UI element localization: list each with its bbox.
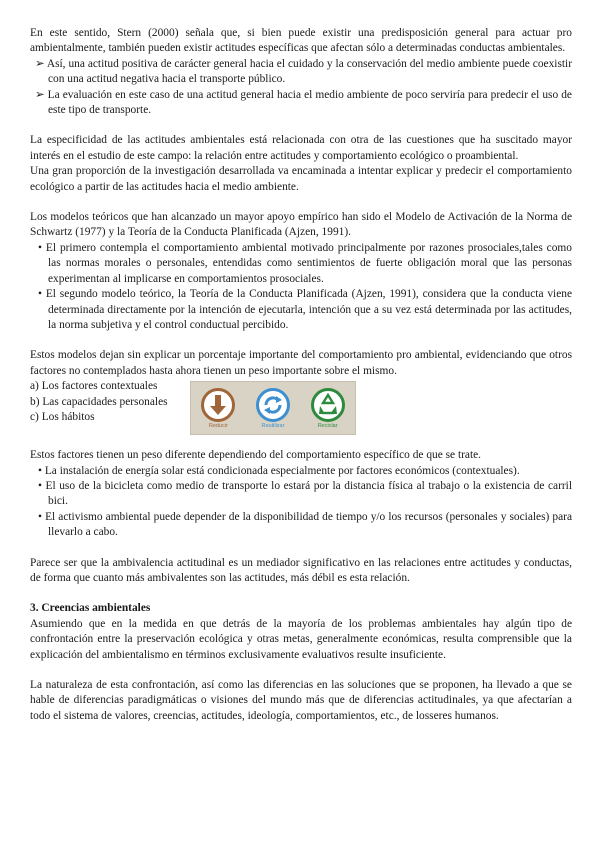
- factor-item-personal: b) Las capacidades personales: [30, 395, 168, 408]
- paragraph-specificity: La especificidad de las actitudes ambientales está relacionada con otra de las cuestiones que ha suscitado mayor interés en el estudio de este campo: la relación entre actitudes y comportamiento ecológico o proambiental.: [30, 134, 572, 162]
- list-item-first-model: • El primero contempla el comportamiento ambiental motivado principalmente por razones prosociales,tales como las normas morales o personales, entendidas como sentimientos de fuerte obligación moral que las personas experimentan al implicarse en comportamientos prosociales.: [38, 241, 572, 285]
- recycle-item: [304, 388, 352, 429]
- arrow-item-transport-attitude: ➢ Así, una actitud positiva de carácter general hacia el cuidado y la conservación del medio ambiente puede coexistir con una actitud negativa hacia el transporte público.: [35, 57, 572, 86]
- paragraph-ambivalence: Parece ser que la ambivalencia actitudinal es un mediador significativo en las relaciones entre actitudes y conductas, de forma que cuanto más ambivalentes son las actitudes, más débil es esta relación.: [30, 556, 572, 584]
- recycle-label: Reciclar: [317, 422, 338, 429]
- reduce-label: Reducir: [208, 422, 228, 429]
- document-page: [30, 26, 572, 724]
- list-item-activism: • El activismo ambiental puede depender de la disponibilidad de tiempo y/o los recursos (personales y sociales) para llevarlo a cabo.: [38, 510, 572, 539]
- section-heading: 3. Creencias ambientales: [30, 602, 151, 615]
- reuse-label: Reutilizar: [261, 422, 285, 429]
- arrow-item-evaluation: ➢ La evaluación en este caso de una actitud general hacia el medio ambiente de poco serviría para predecir el uso de este tipo de transporte.: [35, 88, 572, 117]
- recycle-image: [190, 381, 356, 435]
- paragraph-different-weight: Estos factores tienen un peso diferente dependiendo del comportamiento específico de que se trate.: [30, 449, 482, 462]
- factors-block: [30, 379, 572, 433]
- reduce-item: [194, 388, 242, 429]
- reuse-cycle-icon: [256, 388, 290, 422]
- factors-list: [30, 379, 168, 425]
- paragraph-paradigms: La naturaleza de esta confrontación, así como las diferencias en las soluciones que se proponen, ha llevado a que se hable de diferencias paradigmáticas o visiones del mundo más que de diferencias actitudinales, ya que afectarían a todo el sistema de valores, creencias, actitudes, ideología, comportamientos, etc., de losseres humanos.: [30, 679, 572, 722]
- list-item-second-model: • El segundo modelo teórico, la Teoría de la Conducta Planificada (Ajzen, 1991), considera que la conducta viene determinada directamente por la intención de ejecutarla, intención que a su vez está determinada por las actitudes, la norma subjetiva y el control conductual percibido.: [38, 288, 572, 331]
- recycle-symbol-icon: [311, 388, 345, 422]
- reuse-item: [249, 388, 297, 429]
- factor-item-habits: c) Los hábitos: [30, 410, 95, 423]
- paragraph-unexplained: Estos modelos dejan sin explicar un porcentaje importante del comportamiento pro ambiental, evidenciando que otros factores no contemplados hasta ahora tienen un peso importante sobre el mismo.: [30, 349, 572, 377]
- factor-item-contextual: a) Los factores contextuales: [30, 380, 158, 393]
- paragraph-research: Una gran proporción de la investigación desarrollada va encaminada a intentar explicar y predecir el comportamiento ecológico a partir de las actitudes hacia el medio ambiente.: [30, 165, 572, 193]
- list-item-solar: • La instalación de energía solar está condicionada especialmente por factores económicos (contextuales).: [38, 464, 520, 477]
- list-item-bicycle: • El uso de la bicicleta como medio de transporte lo estará por la distancia física al trabajo o la existencia de carril bici.: [38, 479, 572, 508]
- paragraph-confrontation: Asumiendo que en la medida en que detrás de la mayoría de los problemas ambientales hay algún tipo de confrontación entre la preservación ecológica y otras metas, generalmente económicas, resulta comprensible que la explicación del ambientalismo en términos exclusivamente evaluativos resulte insuficiente.: [30, 617, 572, 661]
- paragraph-stern: En este sentido, Stern (2000) señala que, si bien puede existir una predisposición general para actuar pro ambientalmente, también pueden existir actitudes específicas que afectan sólo a determinadas conductas ambientales.: [30, 27, 572, 55]
- reduce-arrow-icon: [201, 388, 235, 422]
- paragraph-models: Los modelos teóricos que han alcanzado un mayor apoyo empírico han sido el Modelo de Activación de la Norma de Schwartz (1977) y la Teoría de la Conducta Planificada (Ajzen, 1991).: [30, 211, 572, 239]
